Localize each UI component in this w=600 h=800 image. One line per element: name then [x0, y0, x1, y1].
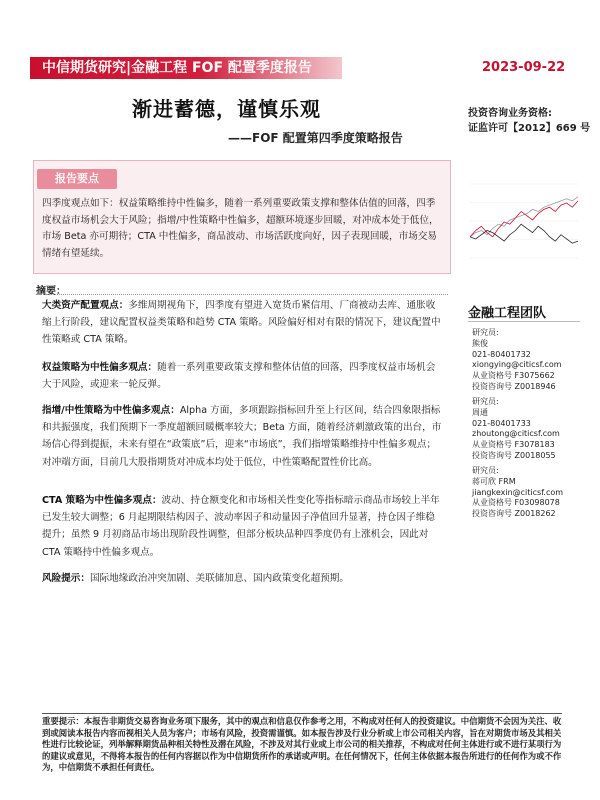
qualification: [468, 106, 590, 136]
member-email[interactable]: jiangkexin@citicsf.com: [472, 487, 564, 497]
abstract-section: [42, 570, 442, 587]
member-email[interactable]: xiongying@citicsf.com: [472, 360, 562, 370]
team-member: [472, 328, 562, 393]
performance-chart: [464, 172, 582, 264]
member-name: 蒋可欣 FRM: [472, 476, 516, 486]
summary-tag: [37, 169, 117, 189]
team-divider: [468, 321, 580, 322]
member-phone: 021-80401732: [472, 349, 531, 359]
header-title: 中信期货研究|金融工程 FOF 配置季度报告: [42, 60, 312, 76]
report-date: 2023-09-22: [482, 60, 566, 75]
section-text: 波动、持仓额变化和市场相关性变化等指标暗示商品市场较上半年已发生较大调整；6 月起期限结构因子、波动率因子和动量因子净值回升显著，持仓因子维稳提升；虽然 9 月初商品市场出现阶段性调整，但部分板块品种四季度仍有上涨机会，因此对 CTA 策略持中性偏多观点。: [42, 495, 440, 558]
member-license: 投资咨询号 Z0018262: [472, 509, 556, 519]
abstract-section: [42, 297, 442, 349]
section-text: 国际地缘政治冲突加剧、美联储加息、国内政策变化超预期。: [89, 573, 349, 584]
member-license: 投资咨询号 Z0018055: [472, 450, 556, 460]
member-license: 从业资格号 F3075662: [472, 371, 555, 381]
section-text: 多维周期视角下，四季度有望进入宽货币紧信用、厂商被动去库、通胀收缩上行阶段，建议配置权益类策略和趋势 CTA 策略。风险偏好相对有限的情况下，建议配置中性策略或 CTA 策略。: [42, 300, 441, 346]
member-license: 从业资格号 F3078183: [472, 440, 555, 450]
footer-disclaimer: 重要提示：本报告非期货交易咨询业务项下服务，其中的观点和信息仅作参考之用，不构成对任何人的投资建议。中信期货不会因为关注、收到或阅读本报告内容而视相关人员为客户；市场有风险，投资需谨慎。如本报告涉及行业分析或上市公司相关内容，旨在对期货市场及其相关性进行比较论证，列举解释期货品种相关特性及潜在风险，不涉及对其行业或上市公司的相关推荐，不构成对任何主体进行或不进行某项行为的建议或意见，不得将本报告的任何内容据以作为中信期货所作的承诺或声明。在任何情况下，任何主体依据本报告所进行的任何作为或不作为，中信期货不承担任何责任。: [42, 716, 562, 773]
chart-background: [464, 172, 582, 264]
abstract-heading: 摘要：: [36, 286, 66, 297]
member-role: 研究员:: [472, 397, 499, 406]
section-text: 随着一系列重要政策支撑和整体估值的回落，四季度权益市场机会大于风险，或迎来一轮反弹。: [42, 362, 436, 391]
section-label: 指增/中性策略为中性偏多观点：: [42, 405, 180, 416]
section-label: 大类资产配置观点：: [42, 300, 129, 311]
report-subtitle: ——FOF 配置第四季度策略报告: [228, 131, 403, 145]
member-name: 熊俊: [472, 338, 488, 348]
member-email[interactable]: zhoutong@citicsf.com: [472, 429, 560, 439]
section-label: CTA 策略为中性偏多观点：: [42, 495, 162, 506]
footer-divider: [42, 713, 562, 714]
summary-text: 四季度观点如下：权益策略维持中性偏多，随着一系列重要政策支撑和整体估值的回落，四季度权益市场机会大于风险；指增/中性策略中性偏多，超额环境逐步回暖，对冲成本处于低位，市场 Beta 亦可期待；CTA 中性偏多，商品波动、市场活跃度向好，因子表现回暖，市场交易情绪有望延续。: [42, 198, 439, 259]
member-phone: 021-80401733: [472, 418, 531, 428]
qualification-line-1: 投资咨询业务资格:: [468, 108, 552, 119]
report-title: 渐进蓄德，谨慎乐观: [132, 97, 321, 121]
member-license: 投资咨询号 Z0018946: [472, 381, 556, 391]
team-title: 金融工程团队: [468, 306, 547, 321]
abstract-section: [42, 359, 442, 393]
member-name: 周通: [472, 407, 488, 417]
section-label: 风险提示：: [42, 573, 90, 584]
section-text: Alpha 方面，多项跟踪指标回升至上行区间，结合四象限指标和共振强度，我们预期下一季度超额回暖概率较大；Beta 方面，随着经济刺激政策的出台，市场信心得到提振，未来有望在“政策底”后，迎来“市场底”，我们指增策略维持中性偏多观点；对冲端方面，目前几大股指期货对冲成本均处于低位，中性策略配置性价比高。: [42, 405, 442, 468]
team-member: [472, 466, 563, 520]
summary-tag-label: 报告要点: [55, 172, 99, 185]
member-license: 从业资格号 F03098078: [472, 498, 560, 508]
qualification-line-2: 证监许可【2012】669 号: [468, 123, 591, 134]
section-label: 权益策略为中性偏多观点：: [42, 362, 158, 373]
abstract-section: [42, 492, 442, 561]
member-role: 研究员:: [472, 328, 499, 337]
member-role: 研究员:: [472, 466, 499, 475]
team-member: [472, 397, 560, 462]
abstract-section: [42, 402, 442, 471]
abstract-divider: [36, 294, 448, 295]
